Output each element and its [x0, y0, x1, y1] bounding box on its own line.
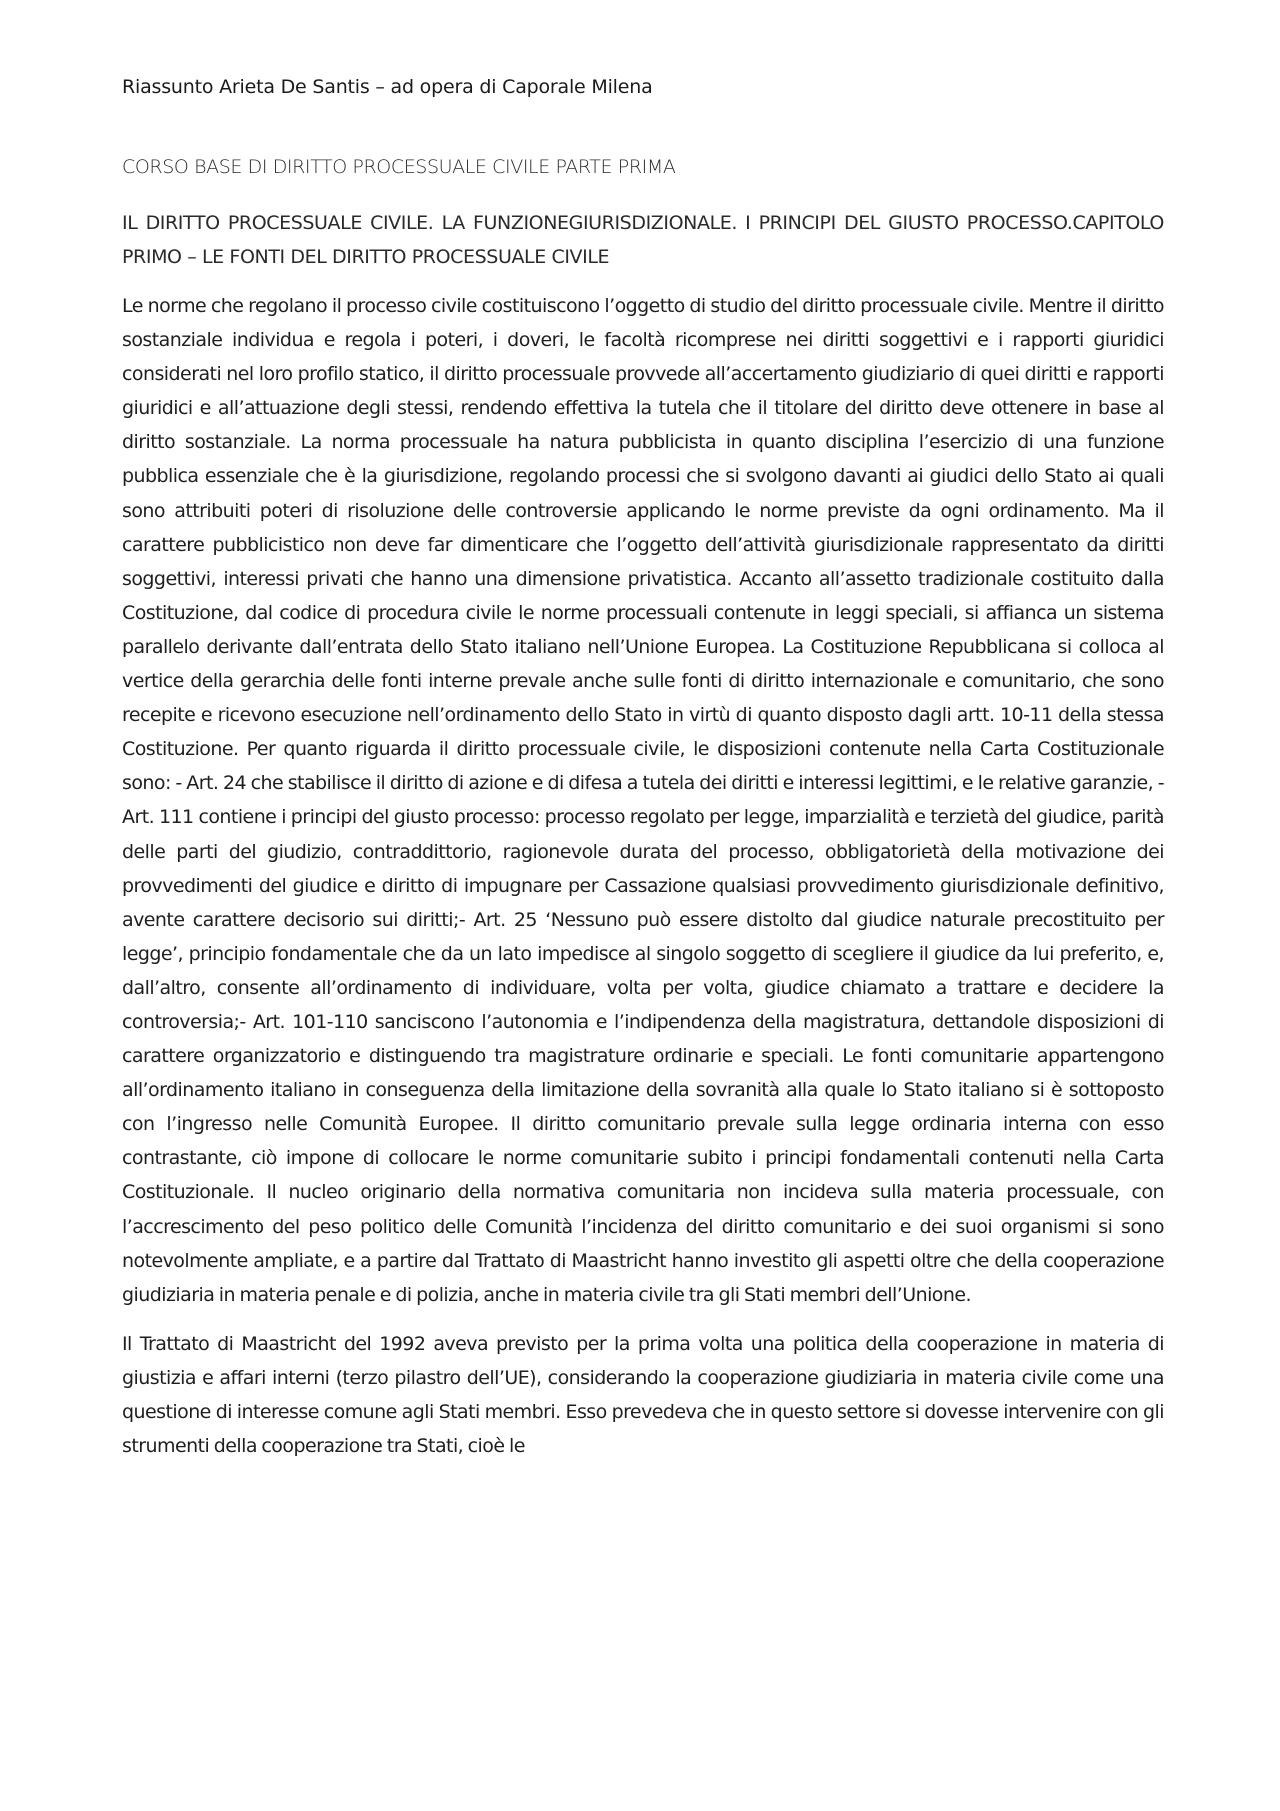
body-paragraph-1: Le norme che regolano il processo civile costituiscono l’oggetto di studio del diritto processuale civile. Mentre il diritto sostanziale individua e regola i poteri, i doveri, le facoltà ricomprese nei diritti soggettivi e i rapporti giuridici considerati nel loro profilo statico, il diritto processuale provvede all’accertamento giudiziario di quei diritti e rapporti giuridici e all’attuazione degli stessi, rendendo effettiva la tutela che il titolare del diritto deve ottenere in base al diritto sostanziale. La norma processuale ha natura pubblicista in quanto disciplina l’esercizio di una funzione pubblica essenziale che è la giurisdizione, regolando processi che si svolgono davanti ai giudici dello Stato ai quali sono attribuiti poteri di risoluzione delle controversie applicando le norme previste da ogni ordinamento. Ma il carattere pubblicistico non deve far dimenticare che l’oggetto dell’attività giurisdizionale rappresentato da diritti soggettivi, interessi privati che hanno una dimensione privatistica. Accanto all’assetto tradizionale costituito dalla Costituzione, dal codice di procedura civile le norme processuali contenute in leggi speciali, si affianca un sistema parallelo derivante dall’entrata dello Stato italiano nell’Unione Europea. La Costituzione Repubblicana si colloca al vertice della gerarchia delle fonti interne prevale anche sulle fonti di diritto internazionale e comunitario, che sono recepite e ricevono esecuzione nell’ordinamento dello Stato in virtù di quanto disposto dagli artt. 10-11 della stessa Costituzione. Per quanto riguarda il diritto processuale civile, le disposizioni contenute nella Carta Costituzionale sono: - Art. 24 che stabilisce il diritto di azione e di difesa a tutela dei diritti e interessi legittimi, e le relative garanzie, - Art. 111 contiene i principi del giusto processo: processo regolato per legge, imparzialità e terzietà del giudice, parità delle parti del giudizio, contraddittorio, ragionevole durata del processo, obbligatorietà della motivazione dei provvedimenti del giudice e diritto di impugnare per Cassazione qualsiasi provvedimento giurisdizionale definitivo, avente carattere decisorio sui diritti;- Art. 25 ‘Nessuno può essere distolto dal giudice naturale precostituito per legge’, principio fondamentale che da un lato impedisce al singolo soggetto di scegliere il giudice da lui preferito, e, dall’altro, consente all’ordinamento di individuare, volta per volta, giudice chiamato a trattare e decidere la controversia;- Art. 101-110 sanciscono l’autonomia e l’indipendenza della magistratura, dettandole disposizioni di carattere organizzatorio e distinguendo tra magistrature ordinarie e speciali. Le fonti comunitarie appartengono all’ordinamento italiano in conseguenza della limitazione della sovranità alla quale lo Stato italiano si è sottoposto con l’ingresso nelle Comunità Europee. Il diritto comunitario prevale sulla legge ordinaria interna con esso contrastante, ciò impone di collocare le norme comunitarie subito i principi fondamentali contenuti nella Carta Costituzionale. Il nucleo originario della normativa comunitaria non incideva sulla materia processuale, con l’accrescimento del peso politico delle Comunità l’incidenza del diritto comunitario e dei suoi organismi si sono notevolmente ampliate, e a partire dal Trattato di Maastricht hanno investito gli aspetti oltre che della cooperazione giudiziaria in materia penale e di polizia, anche in materia civile tra gli Stati membri dell’Unione.	[122, 295, 1164, 1306]
document-title: CORSO BASE DI DIRITTO PROCESSUALE CIVILE PARTE PRIMA	[122, 156, 676, 178]
body-paragraph-2: Il Trattato di Maastricht del 1992 aveva previsto per la prima volta una politica della cooperazione in materia di giustizia e affari interni (terzo pilastro dell’UE), considerando la cooperazione giudiziaria in materia civile come una questione di interesse comune agli Stati membri. Esso prevedeva che in questo settore si dovesse intervenire con gli strumenti della cooperazione tra Stati, cioè le	[122, 1332, 1164, 1458]
document-body	[122, 289, 1164, 1463]
chapter-heading: IL DIRITTO PROCESSUALE CIVILE. LA FUNZIONEGIURISDIZIONALE. I PRINCIPI DEL GIUSTO PROCESSO.CAPITOLO PRIMO – LE FONTI DEL DIRITTO PROCESSUALE CIVILE	[122, 212, 1164, 268]
page-header: Riassunto Arieta De Santis – ad opera di Caporale Milena	[122, 76, 653, 98]
